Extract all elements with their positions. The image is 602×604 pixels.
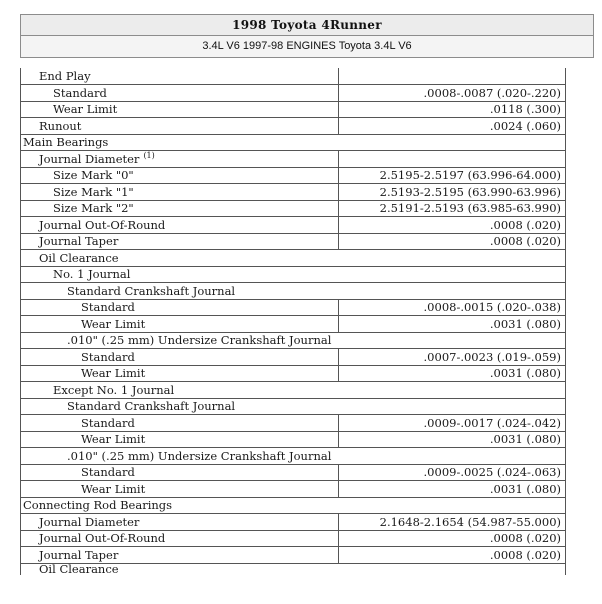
table-row <box>21 85 566 102</box>
spec-label: Wear Limit <box>81 481 146 496</box>
spec-label-cell <box>21 415 339 432</box>
spec-value <box>339 68 566 85</box>
table-row <box>21 514 566 531</box>
spec-label: Standard Crankshaft Journal <box>67 399 236 414</box>
spec-label: Journal Out-Of-Round <box>39 217 166 232</box>
spec-value: .0008 (.020) <box>339 217 566 234</box>
spec-value: 2.5191-2.5193 (63.985-63.990) <box>339 200 566 217</box>
spec-label-cell <box>21 299 339 316</box>
spec-label: Standard <box>81 349 135 364</box>
spec-value: .0118 (.300) <box>339 101 566 118</box>
table-row <box>21 217 566 234</box>
spec-label: Standard Crankshaft Journal <box>67 283 236 298</box>
spec-label-cell <box>21 167 339 184</box>
spec-label-cell <box>21 200 339 217</box>
table-row <box>21 464 566 481</box>
spec-label-cell <box>21 266 566 283</box>
spec-label-cell <box>21 349 339 366</box>
table-row <box>21 316 566 333</box>
specifications-table <box>20 68 566 575</box>
spec-label: Journal Out-Of-Round <box>39 531 166 546</box>
table-row <box>21 151 566 168</box>
spec-label-cell <box>21 332 566 349</box>
spec-label: End Play <box>39 69 91 83</box>
table-row <box>21 431 566 448</box>
table-row <box>21 530 566 547</box>
spec-label: .010" (.25 mm) Undersize Crankshaft Journal <box>67 448 332 463</box>
spec-label-cell <box>21 68 339 85</box>
spec-label-cell <box>21 184 339 201</box>
spec-label: Oil Clearance <box>39 250 119 265</box>
table-section-row <box>21 250 566 267</box>
spec-value <box>339 151 566 168</box>
document-header <box>20 14 594 58</box>
document-subtitle: 3.4L V6 1997-98 ENGINES Toyota 3.4L V6 <box>202 40 412 52</box>
spec-label: Size Mark "1" <box>53 184 134 199</box>
spec-label: Except No. 1 Journal <box>53 382 175 397</box>
table-row <box>21 167 566 184</box>
spec-label: Wear Limit <box>53 102 118 117</box>
spec-value: .0008-.0015 (.020-.038) <box>339 299 566 316</box>
spec-label: .010" (.25 mm) Undersize Crankshaft Journal <box>67 333 332 348</box>
table-row <box>21 233 566 250</box>
table-row <box>21 101 566 118</box>
spec-label-cell <box>21 547 339 564</box>
spec-label-cell <box>21 233 339 250</box>
spec-label: Standard <box>81 415 135 430</box>
spec-value: .0007-.0023 (.019-.059) <box>339 349 566 366</box>
spec-value: .0008 (.020) <box>339 233 566 250</box>
table-row <box>21 68 566 85</box>
table-row <box>21 349 566 366</box>
spec-label-cell <box>21 514 339 531</box>
spec-value: .0008-.0087 (.020-.220) <box>339 85 566 102</box>
table-row <box>21 299 566 316</box>
table-section-row <box>21 497 566 514</box>
spec-label-cell <box>21 365 339 382</box>
spec-label: No. 1 Journal <box>53 267 131 282</box>
spec-label-cell <box>21 497 566 514</box>
table-section-row <box>21 398 566 415</box>
spec-label: Journal Taper <box>39 547 119 562</box>
spec-value: .0009-.0017 (.024-.042) <box>339 415 566 432</box>
spec-label: Standard <box>81 300 135 315</box>
spec-label-cell <box>21 134 566 151</box>
table-row <box>21 547 566 564</box>
table-row <box>21 365 566 382</box>
spec-label: Wear Limit <box>81 316 146 331</box>
table-section-row <box>21 266 566 283</box>
spec-value: .0024 (.060) <box>339 118 566 135</box>
spec-label-cell <box>21 464 339 481</box>
table-row <box>21 184 566 201</box>
spec-label-cell <box>21 101 339 118</box>
spec-value: .0031 (.080) <box>339 365 566 382</box>
spec-label-cell <box>21 118 339 135</box>
spec-label-cell <box>21 250 566 267</box>
spec-label: Standard <box>53 85 107 100</box>
spec-label: Size Mark "0" <box>53 168 134 183</box>
spec-label-cell <box>21 382 566 399</box>
table-section-row <box>21 332 566 349</box>
spec-value: .0008 (.020) <box>339 530 566 547</box>
table-section-row <box>21 382 566 399</box>
spec-value: 2.5195-2.5197 (63.996-64.000) <box>339 167 566 184</box>
spec-label-cell <box>21 85 339 102</box>
spec-label-cell <box>21 448 566 465</box>
table-section-row <box>21 283 566 300</box>
table-section-row <box>21 134 566 151</box>
spec-label: Standard <box>81 465 135 480</box>
spec-label-cell <box>21 431 339 448</box>
spec-label: Connecting Rod Bearings <box>23 498 173 513</box>
spec-label-cell <box>21 398 566 415</box>
spec-label-cell <box>21 530 339 547</box>
spec-value: .0031 (.080) <box>339 481 566 498</box>
table-row <box>21 415 566 432</box>
spec-value: 2.5193-2.5195 (63.990-63.996) <box>339 184 566 201</box>
spec-label-cell <box>21 217 339 234</box>
spec-label-cell <box>21 316 339 333</box>
spec-label-cell <box>21 481 339 498</box>
spec-label: Journal Diameter <box>39 514 140 529</box>
spec-label: Main Bearings <box>23 135 109 150</box>
spec-label: Journal Taper <box>39 234 119 249</box>
spec-value: .0008 (.020) <box>339 547 566 564</box>
specifications-table-body <box>21 68 566 575</box>
spec-label: Wear Limit <box>81 366 146 381</box>
table-row <box>21 481 566 498</box>
spec-value: .0031 (.080) <box>339 316 566 333</box>
spec-label: Runout <box>39 118 82 133</box>
table-row <box>21 200 566 217</box>
table-row <box>21 118 566 135</box>
spec-value: .0031 (.080) <box>339 431 566 448</box>
table-section-row <box>21 563 566 575</box>
spec-label: Journal Diameter <box>39 152 140 167</box>
spec-label-cell <box>21 283 566 300</box>
spec-label: Size Mark "2" <box>53 201 134 216</box>
spec-value: .0009-.0025 (.024-.063) <box>339 464 566 481</box>
spec-label-cell <box>21 563 566 575</box>
spec-label: Oil Clearance <box>39 563 119 575</box>
document-title: 1998 Toyota 4Runner <box>21 15 593 36</box>
spec-label-cell <box>21 151 339 168</box>
spec-label: Wear Limit <box>81 432 146 447</box>
spec-value: 2.1648-2.1654 (54.987-55.000) <box>339 514 566 531</box>
footnote-marker: (1) <box>143 151 155 161</box>
table-section-row <box>21 448 566 465</box>
